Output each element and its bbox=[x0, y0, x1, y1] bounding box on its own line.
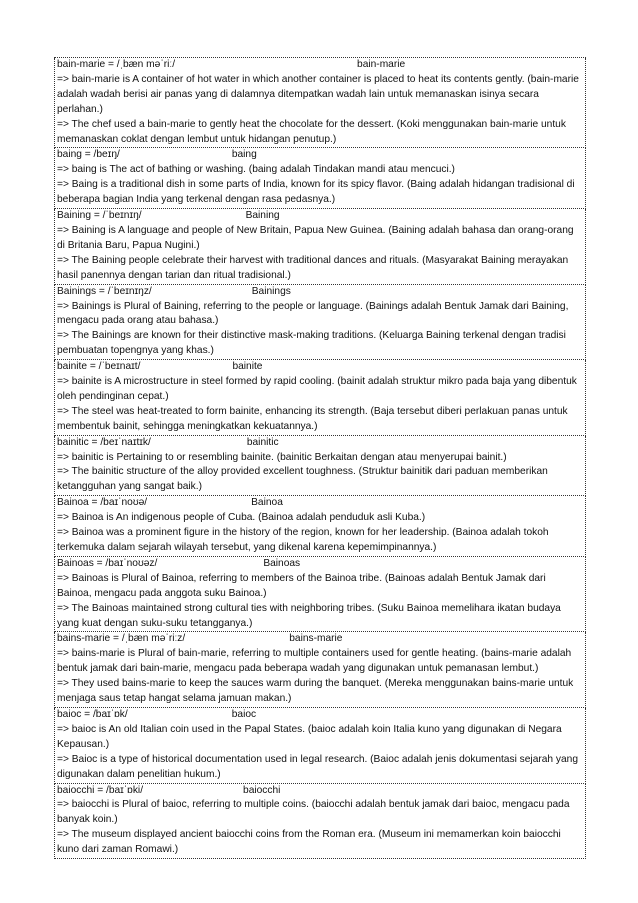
entry-example: => The Baining people celebrate their harvest with traditional dances and rituals. (Masyarakat Baining merayakan hasil panennya dengan tarian dan ritual tradisional.) bbox=[57, 254, 569, 281]
dictionary-entry bbox=[54, 708, 586, 784]
dictionary-entry bbox=[54, 209, 586, 285]
headword-pronunciation: baing = /beɪŋ/ bbox=[57, 149, 120, 161]
entry-example: => The steel was heat-treated to form bainite, enhancing its strength. (Baja tersebut diberi perlakuan panas untuk membentuk bainit, sehingga meningkatkan kekuatannya.) bbox=[57, 405, 568, 432]
entry-definition: => bain-marie is A container of hot water in which another container is placed to heat its contents gently. (bain-marie adalah wadah berisi air panas yang di dalamnya ditempatkan wadah lain untuk memanaskan isinya secara perlahan.) bbox=[57, 73, 579, 115]
entry-definition: => Bainoas is Plural of Bainoa, referring to members of the Bainoa tribe. (Bainoas adalah Bentuk Jamak dari Bainoa, mengacu pada anggota suku Bainoa.) bbox=[57, 572, 546, 599]
headword-pronunciation: bainitic = /beɪˈnaɪtɪk/ bbox=[57, 436, 151, 448]
headword-term: baing bbox=[231, 149, 257, 161]
entry-example: => The Bainoas maintained strong cultural ties with neighboring tribes. (Suku Bainoa memelihara ikatan budaya yang kuat dengan suku-suku tetangganya.) bbox=[57, 602, 561, 629]
headword-term: Bainings bbox=[251, 285, 291, 297]
dictionary-entry bbox=[54, 632, 586, 708]
entry-definition: => baiocchi is Plural of baioc, referring to multiple coins. (baiocchi adalah bentuk jamak dari baioc, mengacu pada banyak koin.) bbox=[57, 799, 570, 826]
headword-pronunciation: baiocchi = /baɪˈɒki/ bbox=[57, 784, 144, 796]
entry-definition: => bainite is A microstructure in steel formed by rapid cooling. (bainit adalah struktur mikro pada baja yang dibentuk oleh pendinginan cepat.) bbox=[57, 376, 577, 402]
entry-definition: => baioc is An old Italian coin used in the Papal States. (baioc adalah koin Italia kuno yang digunakan di Negara Kepausan.) bbox=[57, 723, 562, 750]
entry-headline bbox=[57, 708, 583, 723]
entry-headline bbox=[57, 784, 583, 799]
entry-headline bbox=[57, 632, 583, 647]
headword-pronunciation: Baining = /ˈbeɪnɪŋ/ bbox=[57, 210, 142, 222]
dictionary-entry bbox=[54, 496, 586, 557]
headword-term: bainite bbox=[232, 361, 263, 373]
entry-example: => The Bainings are known for their distinctive mask-making traditions. (Keluarga Baining terkenal dengan tradisi pembuatan topengnya yang khas.) bbox=[57, 330, 566, 357]
headword-pronunciation: Bainoa = /baɪˈnoʊə/ bbox=[57, 497, 148, 509]
headword-term: bain-marie bbox=[357, 59, 406, 70]
dictionary-entry bbox=[54, 436, 586, 497]
entry-headline bbox=[57, 209, 583, 224]
entry-headline bbox=[57, 148, 583, 163]
headword-term: baiocchi bbox=[243, 784, 281, 796]
entry-example: => The bainitic structure of the alloy provided excellent toughness. (Struktur bainitik dari paduan memberikan ketangguhan yang sangat baik.) bbox=[57, 466, 548, 493]
entry-definition: => bainitic is Pertaining to or resembling bainite. (bainitic Berkaitan dengan atau menyerupai bainit.) bbox=[57, 451, 507, 463]
entry-example: => Baing is a traditional dish in some parts of India, known for its spicy flavor. (Baing adalah hidangan tradisional di beberapa bagian India yang terkenal dengan rasa pedasnya.) bbox=[57, 179, 575, 206]
dictionary-entry bbox=[54, 360, 586, 436]
headword-term: baioc bbox=[231, 708, 257, 720]
entry-example: => They used bains-marie to keep the sauces warm during the banquet. (Mereka menggunakan bains-marie untuk menjaga saus tetap hangat selama jamuan makan.) bbox=[57, 678, 574, 705]
headword-term: bainitic bbox=[246, 436, 279, 448]
dictionary-entry bbox=[54, 58, 586, 148]
dictionary-entry bbox=[54, 285, 586, 361]
headword-term: bains-marie bbox=[289, 633, 343, 645]
entry-headline bbox=[57, 436, 583, 451]
entry-headline bbox=[57, 557, 583, 572]
entry-headline bbox=[57, 496, 583, 511]
entry-example: => The chef used a bain-marie to gently heat the chocolate for the dessert. (Koki menggunakan bain-marie untuk memanaskan coklat dengan lembut untuk hidangan penutup.) bbox=[57, 118, 566, 145]
headword-pronunciation: bains-marie = /ˌbæn məˈriːz/ bbox=[57, 633, 186, 645]
headword-pronunciation: bainite = /ˈbeɪnaɪt/ bbox=[57, 361, 141, 373]
entry-definition: => baing is The act of bathing or washing. (baing adalah Tindakan mandi atau mencuci.) bbox=[57, 164, 455, 176]
entry-example: => The museum displayed ancient baiocchi coins from the Roman era. (Museum ini memamerkan koin baiocchi kuno dari zaman Romawi.) bbox=[57, 829, 561, 856]
dictionary-entry bbox=[54, 784, 586, 860]
entry-headline bbox=[57, 360, 583, 375]
headword-pronunciation: bain-marie = /ˌbæn məˈriː/ bbox=[57, 59, 176, 70]
dictionary-page bbox=[54, 57, 586, 859]
headword-pronunciation: Bainoas = /baɪˈnoʊəz/ bbox=[57, 557, 158, 569]
headword-term: Bainoas bbox=[263, 557, 301, 569]
entry-headline bbox=[57, 285, 583, 300]
entry-definition: => Bainoa is An indigenous people of Cuba. (Bainoa adalah penduduk asli Kuba.) bbox=[57, 512, 426, 524]
entry-definition: => bains-marie is Plural of bain-marie, referring to multiple containers used for gentle heating. (bains-marie adalah bentuk jamak dari bain-marie, mengacu pada beberapa wadah yang digunakan untuk pemanasan lembut.) bbox=[57, 648, 572, 675]
entry-headline bbox=[57, 58, 583, 73]
dictionary-entry bbox=[54, 148, 586, 209]
entry-definition: => Bainings is Plural of Baining, referring to the people or language. (Bainings adalah Bentuk Jamak dari Baining, mengacu pada orang atau bahasa.) bbox=[57, 300, 569, 327]
entry-example: => Baioc is a type of historical documentation used in legal research. (Baioc adalah jenis dokumentasi sejarah yang digunakan dalam penelitian hukum.) bbox=[57, 753, 579, 780]
headword-pronunciation: Bainings = /ˈbeɪnɪŋz/ bbox=[57, 285, 152, 297]
entry-example: => Bainoa was a prominent figure in the history of the region, known for her leadership. (Bainoa adalah tokoh terkemuka dalam sejarah wilayah tersebut, yang dikenal karena kepemimpinannya.) bbox=[57, 527, 549, 553]
entry-definition: => Baining is A language and people of New Britain, Papua New Guinea. (Baining adalah bahasa dan orang-orang di Britania Baru, Papua Nugini.) bbox=[57, 224, 574, 251]
headword-pronunciation: baioc = /baɪˈɒk/ bbox=[57, 708, 128, 720]
dictionary-entry bbox=[54, 557, 586, 633]
headword-term: Baining bbox=[245, 210, 280, 222]
headword-term: Bainoa bbox=[251, 497, 283, 509]
